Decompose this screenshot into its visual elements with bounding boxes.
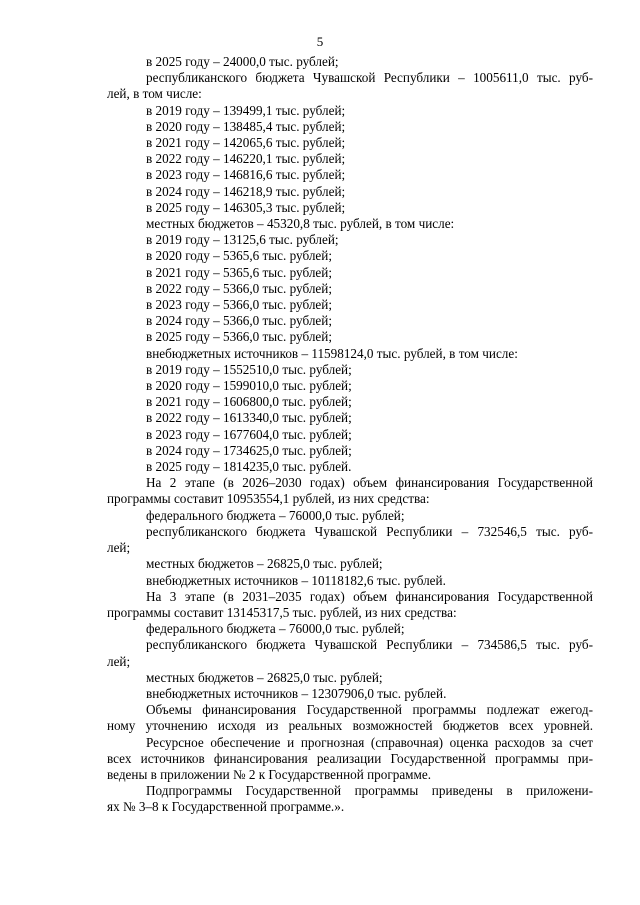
text-line: внебюджетных источников – 12307906,0 тыс. рублей. [146, 685, 447, 701]
text-line: лей, в том числе: [107, 86, 202, 102]
text-line: внебюджетных источников – 11598124,0 тыс. рублей, в том числе: [146, 345, 518, 361]
text-line: Подпрограммы Государственной программы приведены в приложени- [146, 783, 593, 799]
text-line: в 2020 году – 1599010,0 тыс. рублей; [146, 378, 352, 394]
text-line: в 2023 году – 146816,6 тыс. рублей; [146, 167, 346, 183]
text-line: в 2019 году – 139499,1 тыс. рублей; [146, 102, 346, 118]
text-line: в 2022 году – 5366,0 тыс. рублей; [146, 280, 332, 296]
text-line: в 2025 году – 1814235,0 тыс. рублей. [146, 459, 352, 475]
text-line: ях № 3–8 к Государственной программе.». [107, 799, 345, 815]
text-line: в 2020 году – 138485,4 тыс. рублей; [146, 118, 346, 134]
text-line: в 2021 году – 142065,6 тыс. рублей; [146, 135, 346, 151]
text-line: в 2021 году – 5365,6 тыс. рублей; [146, 264, 332, 280]
text-line: федерального бюджета – 76000,0 тыс. рублей; [146, 507, 405, 523]
text-line: в 2019 году – 1552510,0 тыс. рублей; [146, 361, 352, 377]
text-line: в 2022 году – 146220,1 тыс. рублей; [146, 151, 346, 167]
text-line: федерального бюджета – 76000,0 тыс. рублей; [146, 621, 405, 637]
text-line: в 2021 году – 1606800,0 тыс. рублей; [146, 394, 352, 410]
text-line: местных бюджетов – 26825,0 тыс. рублей; [146, 556, 383, 572]
text-line: внебюджетных источников – 10118182,6 тыс. рублей. [146, 572, 446, 588]
text-line: в 2025 году – 5366,0 тыс. рублей; [146, 329, 332, 345]
text-line: в 2024 году – 146218,9 тыс. рублей; [146, 183, 346, 199]
text-line: местных бюджетов – 45320,8 тыс. рублей, в том числе: [146, 216, 455, 232]
text-line: в 2025 году – 24000,0 тыс. рублей; [146, 54, 339, 69]
page-number: 5 [316, 34, 324, 49]
text-line: программы составит 13145317,5 тыс. рублей, из них средства: [107, 604, 457, 620]
text-line: лей; [107, 653, 131, 669]
text-line: в 2024 году – 1734625,0 тыс. рублей; [146, 442, 352, 458]
text-line: На 3 этапе (в 2031–2035 годах) объем финансирования Государственной [146, 588, 593, 604]
text-line: республиканского бюджета Чувашской Республики – 1005611,0 тыс. руб- [146, 70, 593, 86]
text-line: в 2023 году – 1677604,0 тыс. рублей; [146, 426, 352, 442]
text-line: республиканского бюджета Чувашской Республики – 734586,5 тыс. руб- [146, 637, 593, 653]
text-line: ведены в приложении № 2 к Государственной программе. [107, 766, 432, 782]
text-line: всех источников финансирования реализации Государственной программы при- [107, 750, 593, 766]
text-line: в 2020 году – 5365,6 тыс. рублей; [146, 248, 332, 264]
text-line: Ресурсное обеспечение и прогнозная (справочная) оценка расходов за счет [146, 734, 593, 750]
text-line: программы составит 10953554,1 рублей, из них средства: [107, 491, 430, 507]
text-line: лей; [107, 540, 131, 556]
text-line: в 2025 году – 146305,3 тыс. рублей; [146, 199, 346, 215]
text-line: в 2023 году – 5366,0 тыс. рублей; [146, 297, 332, 313]
text-line: республиканского бюджета Чувашской Республики – 732546,5 тыс. руб- [146, 523, 593, 539]
text-line: ному уточнению исходя из реальных возможностей бюджетов всех уровней. [107, 718, 593, 734]
text-line: в 2019 году – 13125,6 тыс. рублей; [146, 232, 339, 248]
document-body [107, 54, 593, 816]
text-line: местных бюджетов – 26825,0 тыс. рублей; [146, 669, 383, 685]
text-line: На 2 этапе (в 2026–2030 годах) объем финансирования Государственной [146, 475, 593, 491]
text-line: Объемы финансирования Государственной программы подлежат ежегод- [146, 702, 593, 718]
text-line: в 2022 году – 1613340,0 тыс. рублей; [146, 410, 352, 426]
text-line: в 2024 году – 5366,0 тыс. рублей; [146, 313, 332, 329]
